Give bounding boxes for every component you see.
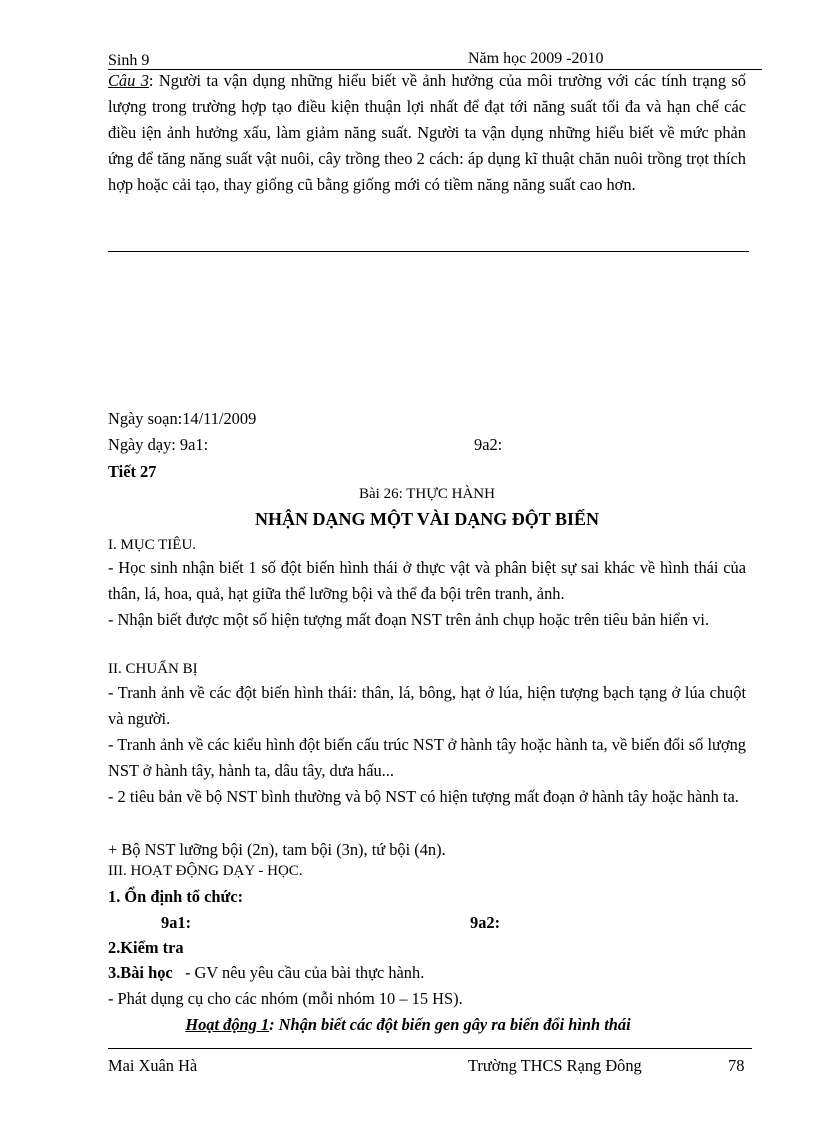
footer-school: Trường THCS Rạng Đông: [468, 1056, 642, 1075]
prep-date: Ngày soạn:14/11/2009: [108, 409, 257, 428]
period: Tiết 27: [108, 462, 157, 481]
lesson-title: NHẬN DẠNG MỘT VÀI DẠNG ĐỘT BIẾN: [254, 509, 600, 529]
answer-3-text: : Người ta vận dụng những hiểu biết về ảnh hưởng của môi trường với các tính trạng số lượng trong trường hợp tạo điều kiện thuận lợi nhất để đạt tới năng suất tối đa và hạn chế các điều iện ảnh hưởng xấu, làm giảm năng suất. Người ta vận dụng những hiểu biết về mức phản ứng để tăng năng suất vật nuôi, cây trồng theo 2 cách: áp dụng kĩ thuật chăn nuôi trồng trọt thích hợp hoặc cải tạo, thay giống cũ bằng giống mới có tiềm năng năng suất cao hơn.: [108, 71, 746, 194]
footer-rule: [108, 1048, 752, 1049]
step-3-line: [108, 963, 424, 983]
objective-2: - Nhận biết được một số hiện tượng mất đoạn NST trên ảnh chụp hoặc trên tiêu bản hiển vi.: [108, 610, 710, 629]
distribute-tools: - Phát dụng cụ cho các nhóm (mỗi nhóm 10 – 15 HS).: [108, 989, 463, 1008]
step-3: 3.Bài học: [108, 963, 173, 982]
teach-class-2: 9a2:: [474, 435, 503, 454]
answer-3-label: Câu 3: [108, 71, 149, 90]
objective-1: - Học sinh nhận biết 1 số đột biến hình thái ở thực vật và phân biệt sự sai khác về hình thái của thân, lá, hoa, quả, hạt giữa thể lưỡng bội và thể đa bội trên tranh, ảnh.: [108, 558, 746, 603]
step-2: 2.Kiểm tra: [108, 938, 184, 957]
preparation-3: - 2 tiêu bản về bộ NST bình thường và bộ NST có hiện tượng mất đoạn ở hành tây hoặc hành ta.: [108, 787, 739, 806]
step-3-text: - GV nêu yêu cầu của bài thực hành.: [184, 963, 425, 982]
activity-1-text: : Nhận biết các đột biến gen gây ra biến đổi hình thái: [269, 1015, 631, 1034]
lesson-subtitle: Bài 26: THỰC HÀNH: [359, 486, 495, 502]
activity-1-heading: [0, 1015, 816, 1035]
activity-1-label: Hoạt động 1: [185, 1015, 270, 1034]
answer-3-paragraph: [108, 68, 746, 198]
section-3-heading: III. HOẠT ĐỘNG DẠY - HỌC.: [108, 863, 303, 879]
footer-author: Mai Xuân Hà: [108, 1056, 198, 1075]
preparation-4: + Bộ NST lưỡng bội (2n), tam bội (3n), tứ bội (4n).: [108, 840, 446, 859]
teach-date-label: Ngày dạy: 9a1:: [108, 435, 209, 454]
page-number: 78: [728, 1056, 745, 1075]
header-school-year: Năm học 2009 -2010: [468, 50, 604, 67]
section-1-heading: I. MỤC TIÊU.: [108, 537, 197, 553]
step-1-class-1: 9a1:: [161, 913, 192, 932]
step-1: 1. Ổn định tổ chức:: [108, 887, 244, 906]
section-2-heading: II. CHUẨN BỊ: [108, 661, 198, 677]
step-1-class-2: 9a2:: [470, 913, 501, 932]
preparation-1: - Tranh ảnh về các đột biến hình thái: thân, lá, bông, hạt ở lúa, hiện tượng bạch tạng ở lúa chuột và người.: [108, 683, 746, 728]
header-subject: Sinh 9: [108, 52, 150, 69]
section-divider: [108, 251, 749, 252]
preparation-2: - Tranh ảnh về các kiểu hình đột biến cấu trúc NST ở hành tây hoặc hành ta, về biến đổi số lượng NST ở hành tây, hành ta, dâu tây, dưa hấu...: [108, 735, 746, 780]
